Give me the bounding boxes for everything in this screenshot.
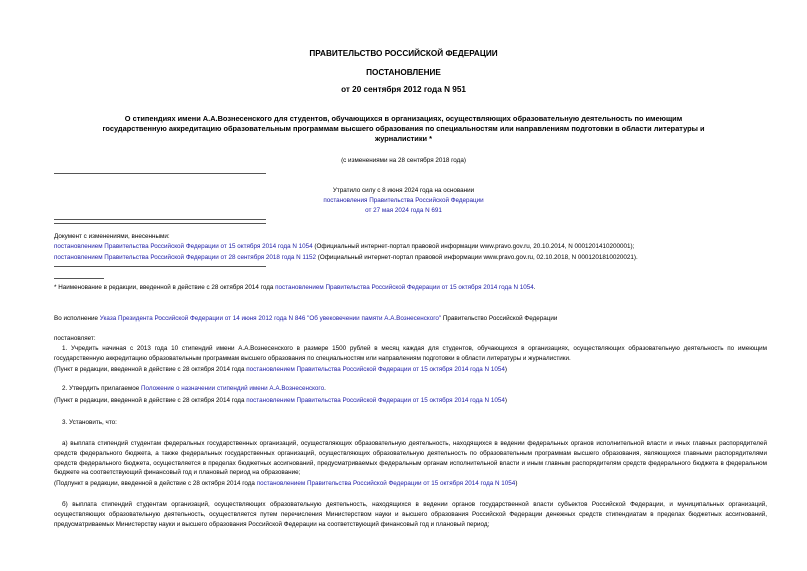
change-source-2018: (Официальный интернет-портал правовой информации www.pravo.gov.ru, 02.10.2018, N 0001201810020021). xyxy=(315,254,638,261)
paragraph-2-edit-note xyxy=(54,397,507,405)
divider xyxy=(54,219,266,220)
divider xyxy=(54,266,266,267)
change-item-1 xyxy=(54,243,634,251)
paragraph-2 xyxy=(62,385,326,393)
paragraph-1-edit-note xyxy=(54,366,507,374)
footnote xyxy=(54,284,536,292)
footnote-divider xyxy=(54,278,104,279)
intro-post: Правительство Российской Федерации xyxy=(441,315,558,322)
changes-note: (с изменениями на 28 сентября 2018 года) xyxy=(341,157,466,164)
resolves-text: постановляет: xyxy=(54,335,96,342)
edit-note-end: ) xyxy=(515,480,518,487)
footnote-link[interactable]: постановлением Правительства Российской Федерации от 15 октября 2014 года N 1054 xyxy=(275,284,534,291)
change-link-2014[interactable]: постановлением Правительства Российской Федерации от 15 октября 2014 года N 1054 xyxy=(54,243,313,250)
paragraph-1: 1. Учредить начиная с 2013 года 10 стипендий имени А.А.Вознесенского в размере 1500 рублей в месяц каждая для студентов, обучающихся в организациях, осуществляющих образовательную деятельность по имеющим государственную аккредитацию образовательным программам высшего образования по специальностям или направлениям подготовки в области литературы и журналистики. xyxy=(54,345,767,362)
paragraph-2-pre: 2. Утвердить прилагаемое xyxy=(62,385,141,392)
document-title-line-3: журналистики * xyxy=(374,134,433,143)
subparagraph-a: а) выплата стипендий студентам федеральных государственных организаций, осуществляющих образовательную деятельность, находящихся в ведении федеральных органов исполнительной власти и иных главных распорядителей средств федерального бюджета, а также федеральных государственных организаций, осуществляющих образовательную деятельность по образовательным программам высшего образования, являющихся главными распорядителями средств федерального бюджета, осуществляется в пределах бюджетных ассигнований, предусматриваемых федеральным органам исполнительной власти и иным главным распорядителям средств федерального бюджета в федеральном бюджете на соответствующий финансовый год и плановый период на образование; xyxy=(54,440,767,477)
edit-note-link[interactable]: постановлением Правительства Российской Федерации от 15 октября 2014 года N 1054 xyxy=(256,480,516,487)
footnote-end: . xyxy=(533,284,536,291)
edit-note-end: ) xyxy=(504,397,507,404)
subparagraph-b: б) выплата стипендий студентам организаций, осуществляющих образовательную деятельность, находящихся в ведении органов государственной власти субъектов Российской Федерации, и муниципальных организаций, осуществляющих образовательную деятельность, осуществляется путем перечисления Министерством науки и высшего образования Российской Федерации денежных средств стипендиатам в пределах бюджетных ассигнований, предусматриваемых Министерству науки и высшего образования Российской Федерации на соответствующий финансовый год и плановый период; xyxy=(54,501,767,528)
repeal-resolution-date-link[interactable]: от 27 мая 2024 года N 691 xyxy=(365,207,442,214)
repeal-status-link-row-2 xyxy=(0,207,807,215)
footnote-text: * Наименование в редакции, введенной в действие с 28 октября 2014 года xyxy=(54,284,276,291)
repeal-status-link-row-1 xyxy=(0,197,807,205)
document-title-line-1: О стипендиях имени А.А.Вознесенского для студентов, обучающихся в организациях, осуществляющих образовательную деятельность по имеющим xyxy=(124,114,683,123)
divider xyxy=(54,173,266,174)
edit-note-pre: (Пункт в редакции, введенной в действие с 28 октября 2014 года xyxy=(54,366,247,373)
government-name: ПРАВИТЕЛЬСТВО РОССИЙСКОЙ ФЕДЕРАЦИИ xyxy=(309,49,498,58)
change-source-2014: (Официальный интернет-портал правовой информации www.pravo.gov.ru, 20.10.2014, N 0001201410200001); xyxy=(312,243,635,250)
paragraph-3: 3. Установить, что: xyxy=(62,419,117,426)
document-type: ПОСТАНОВЛЕНИЕ xyxy=(366,68,441,77)
edit-note-link[interactable]: постановлением Правительства Российской Федерации от 15 октября 2014 года N 1054 xyxy=(246,366,505,373)
edit-note-link[interactable]: постановлением Правительства Российской Федерации от 15 октября 2014 года N 1054 xyxy=(246,397,505,404)
intro-paragraph xyxy=(54,315,557,323)
edit-note-end: ) xyxy=(504,366,507,373)
divider xyxy=(54,223,266,224)
change-item-2 xyxy=(54,254,638,262)
document-title-line-2: государственную аккредитацию образовательным программам высшего образования по специальностям или направлениям подготовки в области литературы и xyxy=(102,124,705,133)
edit-note-pre: (Пункт в редакции, введенной в действие с 28 октября 2014 года xyxy=(54,397,247,404)
changes-label: Документ с изменениями, внесенными: xyxy=(54,233,170,240)
presidential-decree-link[interactable]: Указа Президента Российской Федерации от 14 июня 2012 года N 846 "Об увековечении памяти А.А.Вознесенского" xyxy=(99,315,442,322)
subparagraph-a-edit-note xyxy=(54,480,517,488)
change-link-2018[interactable]: постановлением Правительства Российской Федерации от 28 сентября 2018 года N 1152 xyxy=(54,254,316,261)
repeal-status-text: Утратило силу с 8 июня 2024 года на основании xyxy=(332,187,475,194)
sub-edit-note-pre: (Подпункт в редакции, введенной в действие с 28 октября 2014 года xyxy=(54,480,257,487)
regulation-link[interactable]: Положение о назначении стипендий имени А.А.Вознесенского xyxy=(140,385,325,392)
intro-pre: Во исполнение xyxy=(54,315,100,322)
paragraph-2-end: . xyxy=(324,385,326,392)
document-date-number: от 20 сентября 2012 года N 951 xyxy=(341,85,466,94)
repeal-resolution-link[interactable]: постановления Правительства Российской Федерации xyxy=(323,197,484,204)
